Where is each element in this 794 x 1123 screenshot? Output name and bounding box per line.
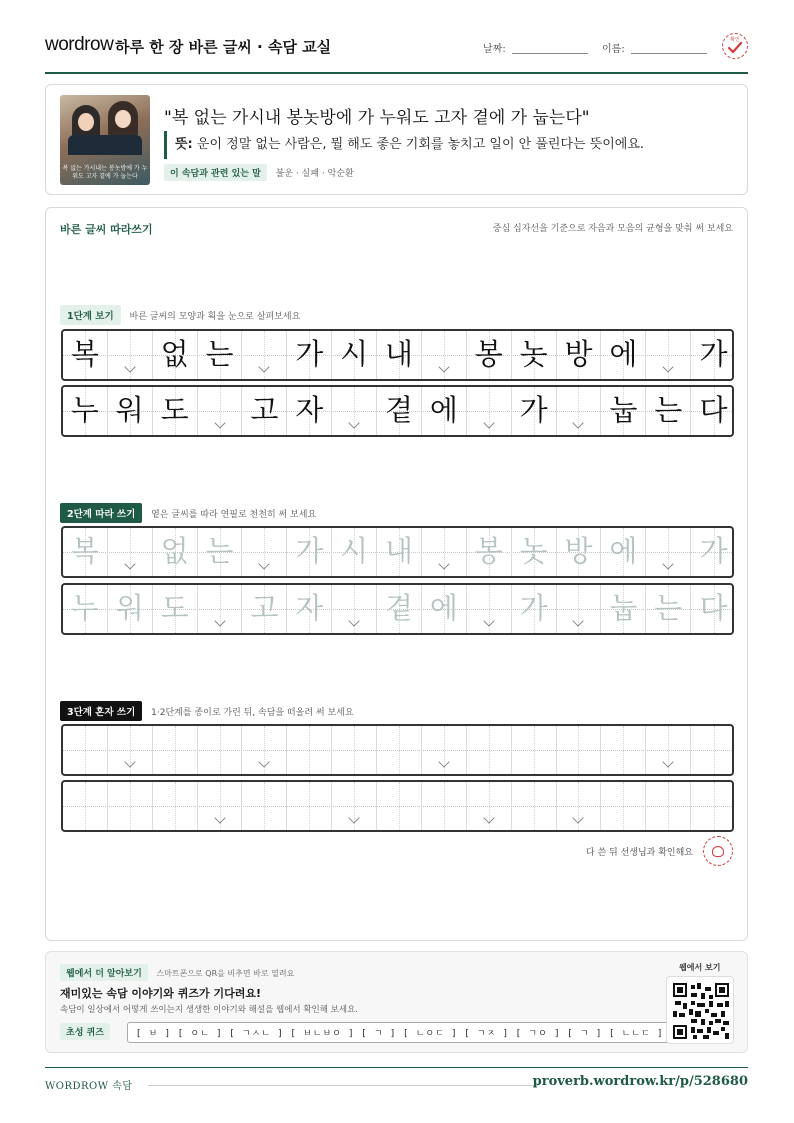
web-head	[60, 964, 294, 981]
grid-cell-space[interactable]	[422, 528, 467, 576]
grid-cell[interactable]	[601, 726, 646, 774]
teacher-check-note: 다 쓴 뒤 선생님과 확인해요	[585, 848, 693, 858]
grid-char: 가	[699, 534, 728, 568]
grid-char: 다	[699, 393, 728, 427]
check-stamp-label: 확인	[730, 37, 740, 43]
grid-char: 놋	[519, 337, 548, 371]
grid-char: 방	[564, 337, 593, 371]
practice-hint: 중심 십자선을 기준으로 자음과 모음의 균형을 맞춰 써 보세요	[492, 224, 733, 234]
web-title: 재미있는 속담 이야기와 퀴즈가 기다려요!	[60, 987, 261, 1000]
grid-char: 도	[160, 393, 189, 427]
space-mark-icon	[483, 615, 494, 626]
date-field[interactable]	[512, 53, 588, 54]
space-mark-icon	[573, 615, 584, 626]
grid-cell-space[interactable]	[557, 585, 602, 633]
proverb-meaning	[164, 131, 644, 159]
stage1-header	[60, 305, 300, 323]
proverb-text: "복 없는 가시내 봉놋방에 가 누워도 고자 곁에 가 눕는다"	[164, 108, 590, 128]
grid-cell[interactable]	[646, 782, 691, 830]
web-more-box	[45, 951, 748, 1053]
grid-char: 에	[429, 591, 458, 625]
grid-char: 에	[609, 534, 638, 568]
space-mark-icon	[663, 361, 674, 372]
space-mark-icon	[348, 812, 359, 823]
grid-cell[interactable]	[63, 585, 108, 633]
grid-char: 에	[609, 337, 638, 371]
name-label: 이름:	[602, 44, 625, 55]
chosung-quiz	[60, 1022, 673, 1043]
grid-cell-space[interactable]	[332, 782, 377, 830]
practice-title: 바른 글씨 따라쓰기	[60, 223, 153, 236]
grid-cell-space[interactable]	[198, 782, 243, 830]
space-mark-icon	[124, 558, 135, 569]
grid-cell-space	[467, 387, 512, 435]
grid-char: 없	[160, 534, 189, 568]
grid-char: 없	[160, 337, 189, 371]
good-job-stamp	[703, 836, 733, 866]
grid-cell[interactable]	[691, 528, 734, 576]
grid-cell	[377, 387, 422, 435]
grid-cell[interactable]	[377, 726, 422, 774]
grid-cell[interactable]	[512, 585, 557, 633]
good-job-stamp-icon	[712, 846, 724, 857]
grid-char: 내	[384, 534, 413, 568]
grid-char: 내	[384, 337, 413, 371]
checkmark-icon	[728, 42, 742, 54]
stage2-desc: 옅은 글씨를 따라 연필로 천천히 써 보세요	[151, 510, 317, 520]
stage2-header	[60, 503, 316, 521]
grid-cell	[198, 331, 243, 379]
grid-cell[interactable]	[153, 528, 198, 576]
quiz-label: 초성 퀴즈	[60, 1023, 110, 1040]
grid-cell[interactable]	[242, 585, 287, 633]
grid-cell[interactable]	[467, 528, 512, 576]
grid-char: 가	[295, 337, 324, 371]
grid-cell	[467, 331, 512, 379]
grid-cell[interactable]	[422, 585, 467, 633]
handwriting-practice	[45, 207, 748, 941]
grid-cell	[601, 387, 646, 435]
grid-cell-space[interactable]	[467, 782, 512, 830]
grid-cell	[332, 331, 377, 379]
meaning-label: 뜻:	[175, 137, 193, 152]
space-mark-icon	[348, 615, 359, 626]
space-mark-icon	[259, 558, 270, 569]
grid-cell-space	[198, 387, 243, 435]
grid-cell-space[interactable]	[467, 585, 512, 633]
space-mark-icon	[214, 812, 225, 823]
grid-cell	[691, 331, 734, 379]
grid-cell[interactable]	[601, 782, 646, 830]
qr-code[interactable]	[666, 976, 734, 1044]
grid-cell	[512, 331, 557, 379]
grid-cell	[601, 331, 646, 379]
grid-cell-space[interactable]	[332, 585, 377, 633]
grid-cell	[646, 387, 691, 435]
grid-cell[interactable]	[242, 782, 287, 830]
grid-char: 가	[699, 337, 728, 371]
grid-row-blank-1[interactable]	[61, 724, 734, 776]
stage1-badge: 1단계 보기	[60, 305, 121, 325]
space-mark-icon	[663, 558, 674, 569]
grid-cell[interactable]	[287, 528, 332, 576]
grid-row-view-1	[61, 329, 734, 381]
grid-cell[interactable]	[153, 585, 198, 633]
grid-cell-space[interactable]	[422, 726, 467, 774]
grid-char: 시	[340, 534, 369, 568]
space-mark-icon	[573, 812, 584, 823]
grid-cell	[287, 331, 332, 379]
proverb-card	[45, 84, 748, 195]
space-mark-icon	[663, 756, 674, 767]
grid-char: 자	[295, 591, 324, 625]
grid-char: 워	[115, 393, 144, 427]
grid-cell[interactable]	[512, 726, 557, 774]
web-head-note: 스마트폰으로 QR을 비추면 바로 열려요	[156, 969, 295, 978]
grid-char: 시	[340, 337, 369, 371]
grid-cell-space[interactable]	[557, 782, 602, 830]
grid-cell	[422, 387, 467, 435]
grid-row-trace-2[interactable]	[61, 583, 734, 635]
grid-cell[interactable]	[287, 585, 332, 633]
related-words	[164, 164, 354, 181]
footer-brand: WORDROW 속담	[45, 1081, 133, 1092]
name-field[interactable]	[631, 53, 707, 54]
grid-cell[interactable]	[332, 528, 377, 576]
illustration-caption: 복 없는 가시내는 봉놋방에 가 누워도 고자 곁에 가 눕는다	[62, 165, 148, 180]
grid-char: 방	[564, 534, 593, 568]
grid-cell-space	[108, 331, 153, 379]
grid-char: 다	[699, 591, 728, 625]
space-mark-icon	[214, 615, 225, 626]
grid-cell-space[interactable]	[242, 726, 287, 774]
space-mark-icon	[214, 417, 225, 428]
grid-char: 는	[654, 591, 683, 625]
grid-cell[interactable]	[377, 528, 422, 576]
space-mark-icon	[438, 756, 449, 767]
grid-cell[interactable]	[287, 782, 332, 830]
grid-cell	[377, 331, 422, 379]
related-list: 불운 · 실패 · 악순환	[275, 169, 354, 179]
grid-cell[interactable]	[153, 782, 198, 830]
page-header	[45, 28, 748, 74]
wordrow-logo	[45, 34, 113, 56]
grid-cell[interactable]	[467, 726, 512, 774]
grid-char: 워	[115, 591, 144, 625]
grid-cell[interactable]	[63, 726, 108, 774]
grid-char: 고	[250, 591, 279, 625]
grid-char: 고	[250, 393, 279, 427]
meaning-text: 운이 정말 없는 사람은, 뭘 해도 좋은 기회를 놓치고 일이 안 풀린다는 뜻이에요.	[196, 137, 645, 152]
grid-cell-space	[646, 331, 691, 379]
stage3-badge: 3단계 혼자 쓰기	[60, 701, 142, 721]
date-label: 날짜:	[483, 44, 506, 55]
page-title: 하루 한 장 바른 글씨 · 속담 교실	[115, 38, 332, 56]
grid-char: 봉	[474, 337, 503, 371]
grid-cell[interactable]	[198, 528, 243, 576]
grid-char: 복	[70, 337, 99, 371]
grid-cell[interactable]	[512, 782, 557, 830]
grid-char: 곁	[384, 393, 413, 427]
grid-cell-space[interactable]	[108, 528, 153, 576]
space-mark-icon	[573, 417, 584, 428]
grid-cell[interactable]	[691, 782, 734, 830]
grid-cell[interactable]	[377, 782, 422, 830]
space-mark-icon	[259, 756, 270, 767]
grid-cell-space[interactable]	[108, 726, 153, 774]
footer-url[interactable]: proverb.wordrow.kr/p/528680	[532, 1074, 748, 1089]
grid-cell	[512, 387, 557, 435]
related-chip: 이 속담과 관련 있는 말	[164, 164, 267, 181]
grid-cell	[557, 331, 602, 379]
space-mark-icon	[348, 417, 359, 428]
grid-cell[interactable]	[198, 726, 243, 774]
grid-cell-space	[242, 331, 287, 379]
grid-cell[interactable]	[557, 528, 602, 576]
grid-cell	[63, 387, 108, 435]
grid-char: 누	[70, 591, 99, 625]
grid-cell	[691, 387, 734, 435]
grid-cell	[63, 331, 108, 379]
grid-cell	[108, 387, 153, 435]
grid-cell[interactable]	[108, 585, 153, 633]
grid-cell[interactable]	[332, 726, 377, 774]
grid-cell[interactable]	[557, 726, 602, 774]
grid-cell	[242, 387, 287, 435]
grid-cell[interactable]	[108, 782, 153, 830]
grid-cell-space[interactable]	[646, 528, 691, 576]
grid-char: 가	[295, 534, 324, 568]
space-mark-icon	[259, 361, 270, 372]
web-chip: 웹에서 더 알아보기	[60, 964, 148, 981]
grid-cell[interactable]	[691, 726, 734, 774]
grid-char: 눕	[609, 591, 638, 625]
grid-cell[interactable]	[287, 726, 332, 774]
grid-cell[interactable]	[512, 528, 557, 576]
grid-char: 자	[295, 393, 324, 427]
grid-cell[interactable]	[63, 782, 108, 830]
grid-cell[interactable]	[691, 585, 734, 633]
grid-char: 봉	[474, 534, 503, 568]
web-desc: 속담이 일상에서 어떻게 쓰이는지 생생한 이야기와 해설을 웹에서 확인해 보세요.	[60, 1005, 358, 1015]
page-footer	[45, 1067, 748, 1092]
grid-char: 는	[654, 393, 683, 427]
grid-cell[interactable]	[601, 585, 646, 633]
qr-code-icon	[673, 983, 729, 1039]
proverb-illustration	[60, 95, 150, 185]
space-mark-icon	[438, 558, 449, 569]
grid-char: 곁	[384, 591, 413, 625]
grid-cell[interactable]	[646, 585, 691, 633]
space-mark-icon	[438, 361, 449, 372]
grid-row-trace-1[interactable]	[61, 526, 734, 578]
grid-char: 는	[205, 534, 234, 568]
grid-cell-space	[557, 387, 602, 435]
check-stamp	[722, 33, 748, 59]
grid-char: 에	[429, 393, 458, 427]
grid-cell[interactable]	[153, 726, 198, 774]
stage3-header	[60, 701, 354, 719]
space-mark-icon	[483, 812, 494, 823]
grid-cell[interactable]	[377, 585, 422, 633]
space-mark-icon	[483, 417, 494, 428]
stage3-desc: 1·2단계를 종이로 가린 뒤, 속담을 떠올려 써 보세요	[151, 708, 354, 718]
grid-row-blank-2[interactable]	[61, 780, 734, 832]
grid-char: 도	[160, 591, 189, 625]
quiz-box: [ ㅂ ] [ ㅇㄴ ] [ ㄱㅅㄴ ] [ ㅂㄴㅂㅇ ] [ ㄱ ] [ ㄴㅇㄷ ] [ ㄱㅈ ] [ ㄱㅇ ] [ ㄱ ] [ ㄴㄴㄷ ]	[127, 1022, 673, 1043]
grid-cell[interactable]	[601, 528, 646, 576]
grid-cell-space[interactable]	[646, 726, 691, 774]
grid-char: 누	[70, 393, 99, 427]
grid-char: 놋	[519, 534, 548, 568]
grid-cell-space[interactable]	[198, 585, 243, 633]
grid-cell-space	[422, 331, 467, 379]
grid-char: 는	[205, 337, 234, 371]
grid-char: 눕	[609, 393, 638, 427]
stage2-badge: 2단계 따라 쓰기	[60, 503, 142, 523]
grid-cell-space	[332, 387, 377, 435]
stage1-desc: 바른 글씨의 모양과 획을 눈으로 살펴보세요	[129, 312, 301, 322]
logo-main: wordrow	[45, 34, 114, 55]
grid-cell[interactable]	[63, 528, 108, 576]
grid-char: 가	[519, 591, 548, 625]
grid-char: 가	[519, 393, 548, 427]
grid-cell	[153, 331, 198, 379]
space-mark-icon	[124, 756, 135, 767]
space-mark-icon	[124, 361, 135, 372]
grid-cell-space[interactable]	[242, 528, 287, 576]
grid-row-view-2	[61, 385, 734, 437]
grid-cell	[153, 387, 198, 435]
qr-label: 웹에서 보기	[679, 963, 721, 972]
grid-cell[interactable]	[422, 782, 467, 830]
grid-char: 복	[70, 534, 99, 568]
grid-cell	[287, 387, 332, 435]
